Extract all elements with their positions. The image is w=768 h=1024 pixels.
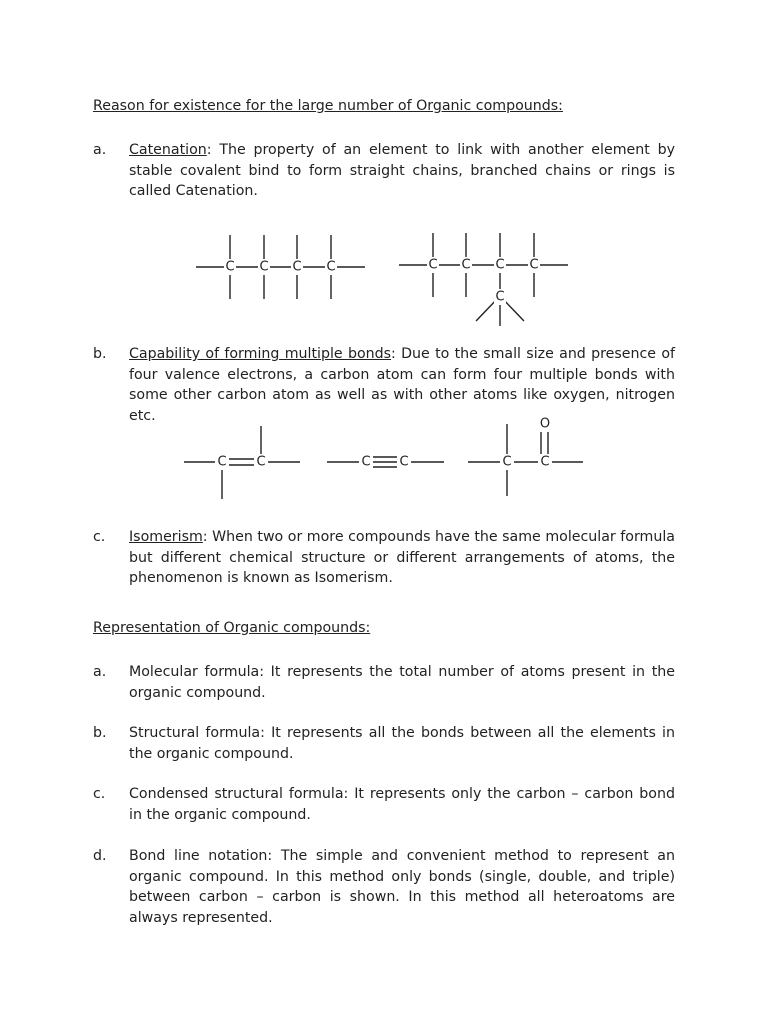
list-item-body: Condensed structural formula: It represents only the carbon – carbon bond in the organic compound. (129, 786, 675, 823)
carbon-atom-label: C (399, 454, 409, 470)
list-item-body: Structural formula: It represents all the bonds between all the elements in the organic compound. (129, 725, 675, 762)
term-multiple-bonds: Capability of forming multiple bonds (129, 346, 392, 362)
list-item-body (129, 140, 675, 202)
carbon-atom-label: C (217, 454, 227, 470)
list-item-body: Molecular formula: It represents the total number of atoms present in the organic compound. (129, 664, 675, 701)
list-item-body (129, 527, 675, 589)
list-marker: c. (93, 529, 106, 545)
carbon-atom-label: C (326, 259, 336, 275)
multiple-bond-structures (0, 410, 768, 505)
list-marker: a. (93, 664, 107, 680)
definition-text: : When two or more compounds have the same molecular formula but different chemical structure or different arrangements of atoms, the phenomenon is known as Isomerism. (129, 529, 675, 587)
list-marker: b. (93, 346, 107, 362)
double-bond-structure (184, 426, 300, 499)
list-item-isomerism (93, 527, 675, 589)
straight-chain-structure (196, 235, 365, 299)
oxygen-atom-label: O (539, 416, 551, 432)
carbon-atom-label: C (225, 259, 235, 275)
carbon-atom-label: C (259, 259, 269, 275)
list-item-catenation (93, 140, 675, 202)
definition-text: : The property of an element to link with another element by stable covalent bind to form straight chains, branched chains or rings is called Catenation. (129, 142, 675, 200)
catenation-structures (0, 228, 768, 328)
carbon-atom-label: C (428, 257, 438, 273)
list-marker: d. (93, 848, 107, 864)
list-item-structural-formula (93, 723, 675, 764)
list-item-bond-line-notation (93, 846, 675, 928)
carbon-atom-label: C (529, 257, 539, 273)
carbon-atom-label: C (292, 259, 302, 275)
definition-text: : Due to the small size and presence of four valence electrons, a carbon atom can form four multiple bonds with some other carbon atom as well as with other atoms like oxygen, nitrogen etc. (129, 346, 675, 424)
section-heading-representation: Representation of Organic compounds: (93, 620, 371, 636)
list-marker: b. (93, 725, 107, 741)
branched-chain-structure (399, 233, 568, 326)
section-heading-reasons: Reason for existence for the large number of Organic compounds: (93, 98, 563, 114)
term-isomerism: Isomerism (129, 529, 203, 545)
carbon-atom-label: C (461, 257, 471, 273)
list-item-body: Bond line notation: The simple and convenient method to represent an organic compound. In this method only bonds (single, double, and triple) between carbon – carbon is shown. In this method all heteroatoms are always represented. (129, 848, 675, 926)
list-marker: c. (93, 786, 106, 802)
carbon-atom-label: C (495, 257, 505, 273)
term-catenation: Catenation (129, 142, 207, 158)
list-marker: a. (93, 142, 107, 158)
carbon-atom-label: C (495, 289, 505, 305)
carbon-atom-label: C (540, 454, 550, 470)
carbonyl-structure (468, 417, 583, 497)
triple-bond-structure (327, 455, 444, 470)
carbon-atom-label: C (361, 454, 371, 470)
list-item-molecular-formula (93, 662, 675, 703)
carbon-atom-label: C (256, 454, 266, 470)
list-item-condensed-formula (93, 784, 675, 825)
carbon-atom-label: C (502, 454, 512, 470)
